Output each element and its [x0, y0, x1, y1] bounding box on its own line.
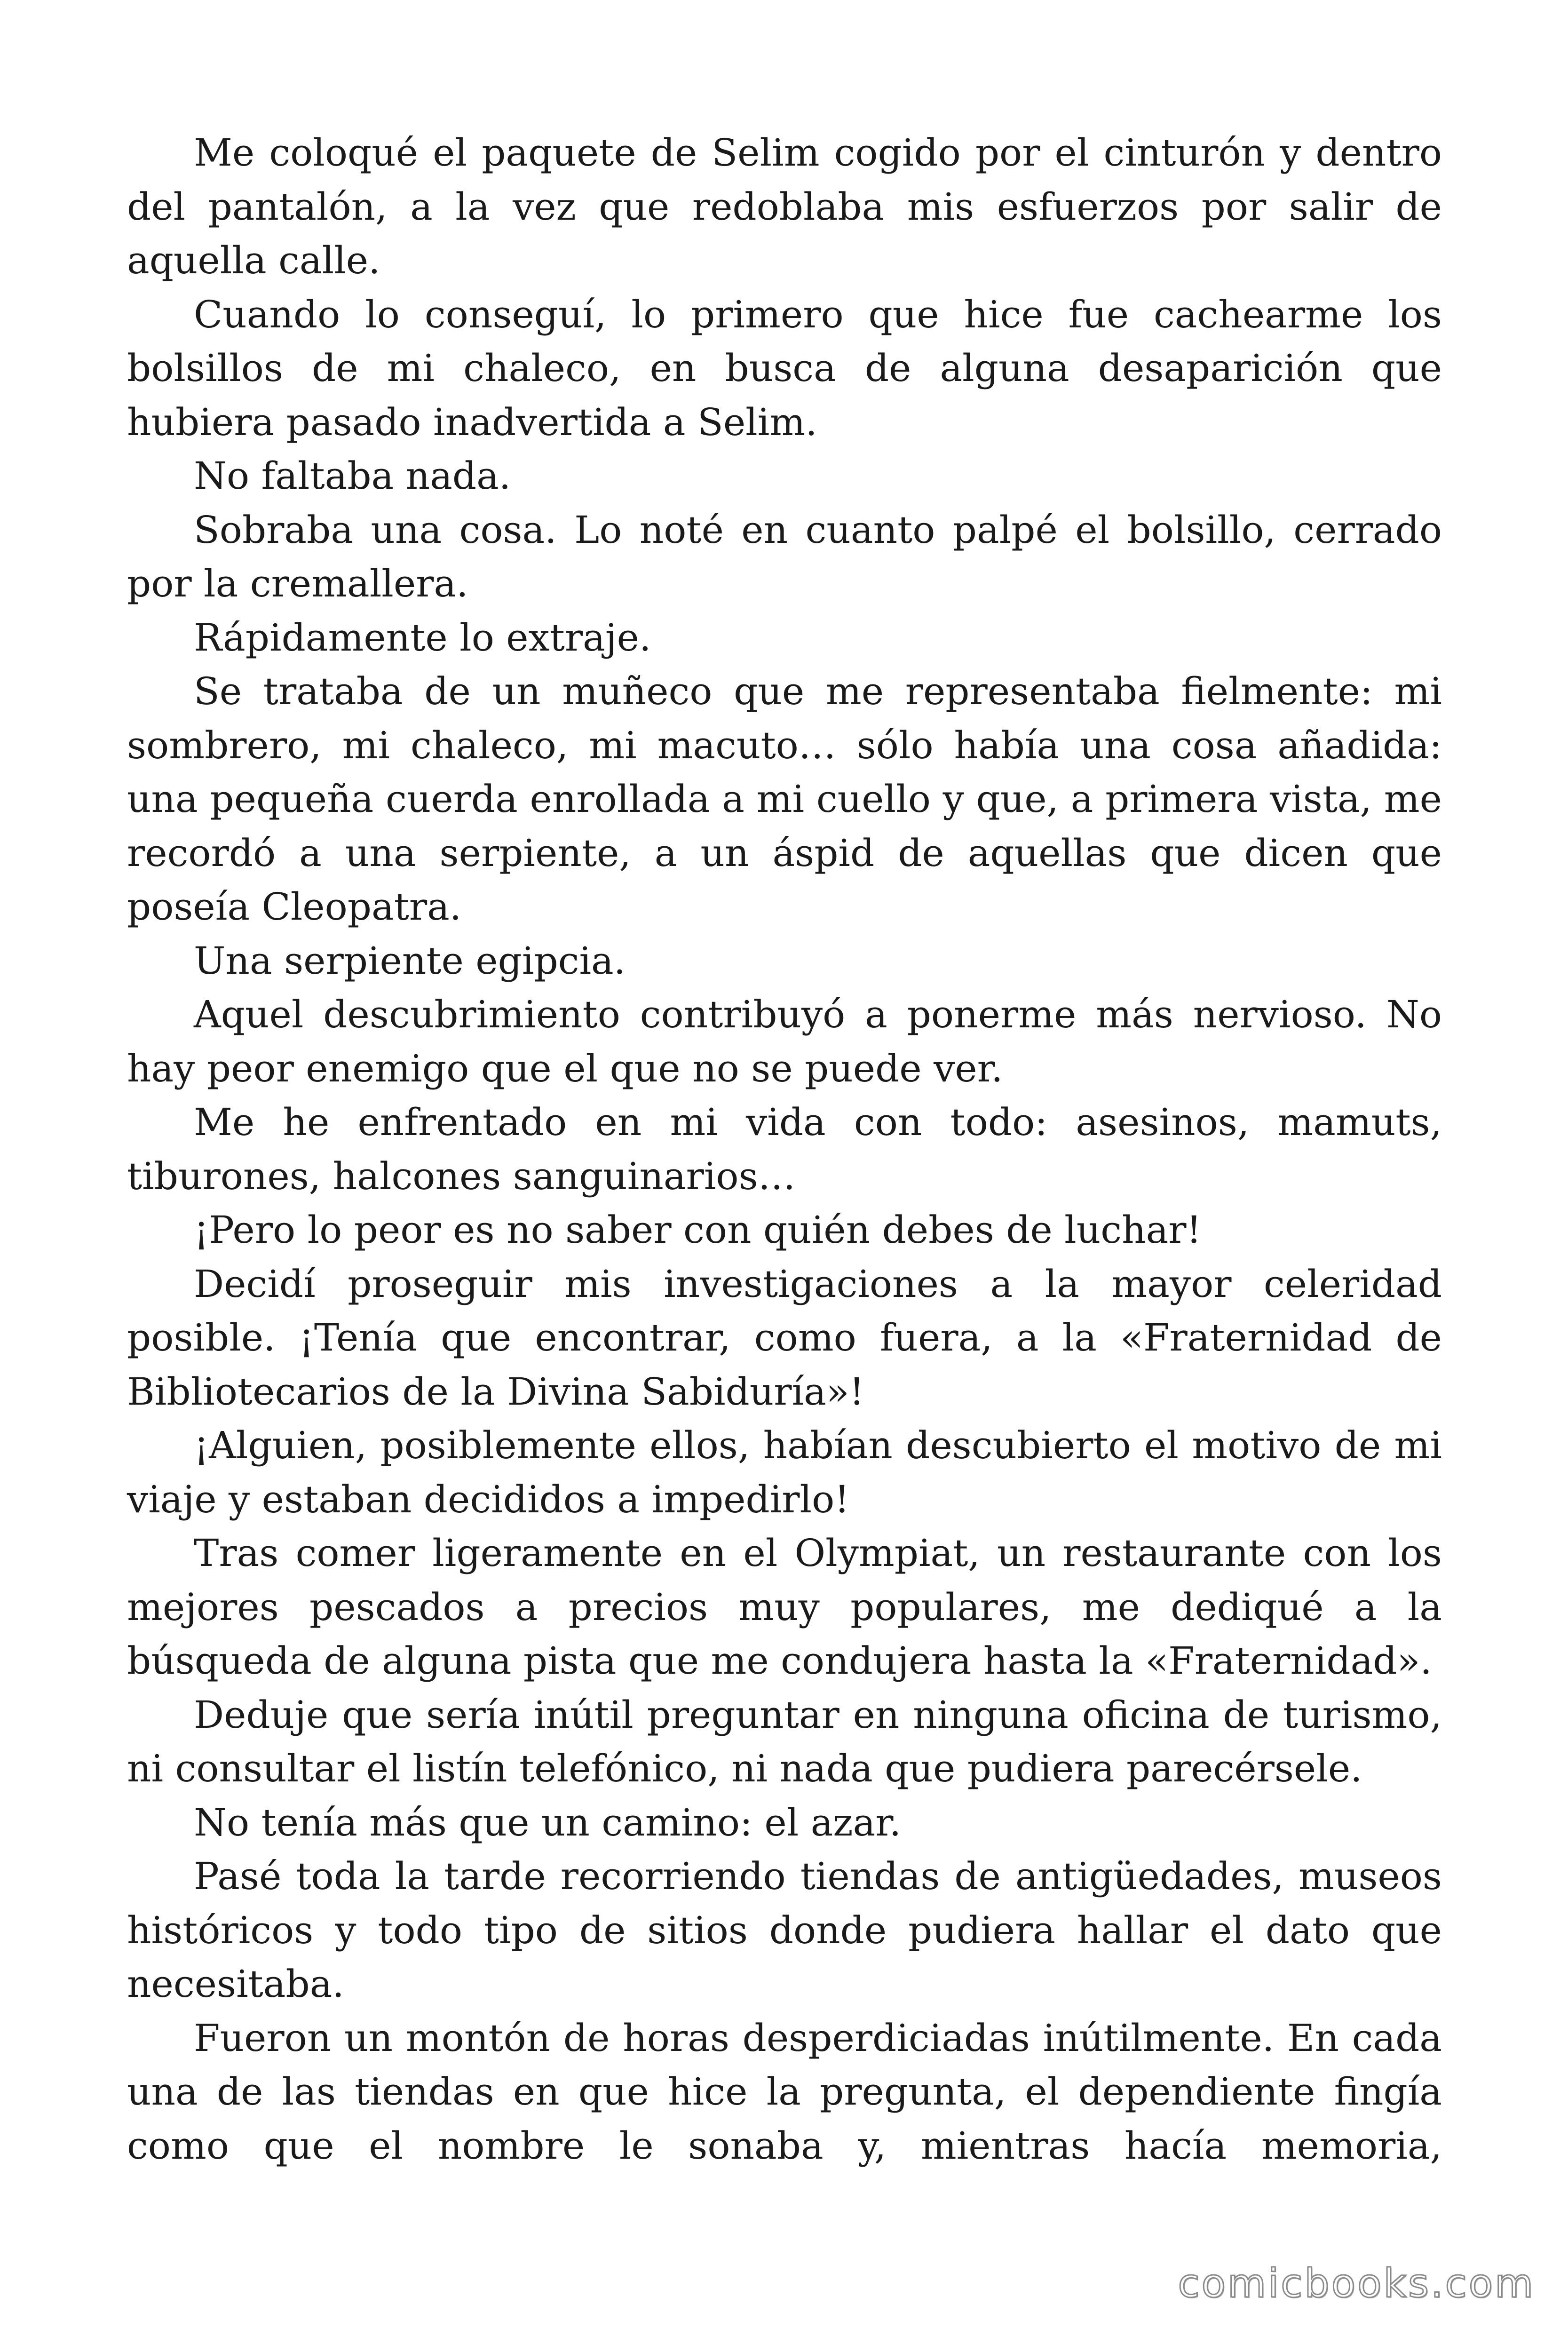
body-text	[127, 126, 1442, 2173]
paragraph: ¡Alguien, posiblemente ellos, habían descubierto el motivo de mi viaje y estaban decididos a impedirlo!	[127, 1423, 1442, 1521]
paragraph: No faltaba nada.	[194, 454, 511, 498]
paragraph: Sobraba una cosa. Lo noté en cuanto palpé el bolsillo, cerrado por la cremallera.	[127, 508, 1442, 605]
paragraph: Se trataba de un muñeco que me representaba fielmente: mi sombrero, mi chaleco, mi macuto… sólo había una cosa añadida: una pequeña cuerda enrollada a mi cuello y que, a primera vista, me recordó a una serpiente, a un áspid de aquellas que dicen que poseía Cleopatra.	[127, 669, 1442, 929]
paragraph: Me he enfrentado en mi vida con todo: asesinos, mamuts, tiburones, halcones sanguinarios…	[127, 1100, 1442, 1198]
paragraph: Deduje que sería inútil preguntar en ninguna oficina de turismo, ni consultar el listín telefónico, ni nada que pudiera parecérsele.	[127, 1692, 1442, 1790]
paragraph: Rápidamente lo extraje.	[194, 615, 651, 660]
paragraph: Decidí proseguir mis investigaciones a la mayor celeridad posible. ¡Tenía que encontrar, como fuera, a la «Fraternidad de Bibliotecarios de la Divina Sabiduría»!	[127, 1262, 1442, 1414]
paragraph: Tras comer ligeramente en el Olympiat, un restaurante con los mejores pescados a precios muy populares, me dediqué a la búsqueda de alguna pista que me condujera hasta la «Fraternidad».	[127, 1531, 1442, 1683]
paragraph: Fueron un montón de horas desperdiciadas inútilmente. En cada una de las tiendas en que hice la pregunta, el dependiente fingía como que el nombre le sonaba y, mientras hacía memoria,	[127, 2016, 1442, 2168]
watermark: comicbooks.com	[1178, 2260, 1535, 2306]
paragraph: Aquel descubrimiento contribuyó a ponerme más nervioso. No hay peor enemigo que el que no se puede ver.	[127, 993, 1442, 1090]
paragraph: No tenía más que un camino: el azar.	[194, 1800, 902, 1844]
paragraph: ¡Pero lo peor es no saber con quién debes de luchar!	[194, 1208, 1202, 1252]
paragraph: Una serpiente egipcia.	[194, 938, 626, 983]
paragraph: Me coloqué el paquete de Selim cogido por el cinturón y dentro del pantalón, a la vez que redoblaba mis esfuerzos por salir de aquella calle.	[127, 131, 1442, 282]
paragraph: Cuando lo conseguí, lo primero que hice fue cachearme los bolsillos de mi chaleco, en busca de alguna desaparición que hubiera pasado inadvertida a Selim.	[127, 292, 1442, 444]
paragraph: Pasé toda la tarde recorriendo tiendas de antigüedades, museos históricos y todo tipo de sitios donde pudiera hallar el dato que necesitaba.	[127, 1854, 1442, 2006]
